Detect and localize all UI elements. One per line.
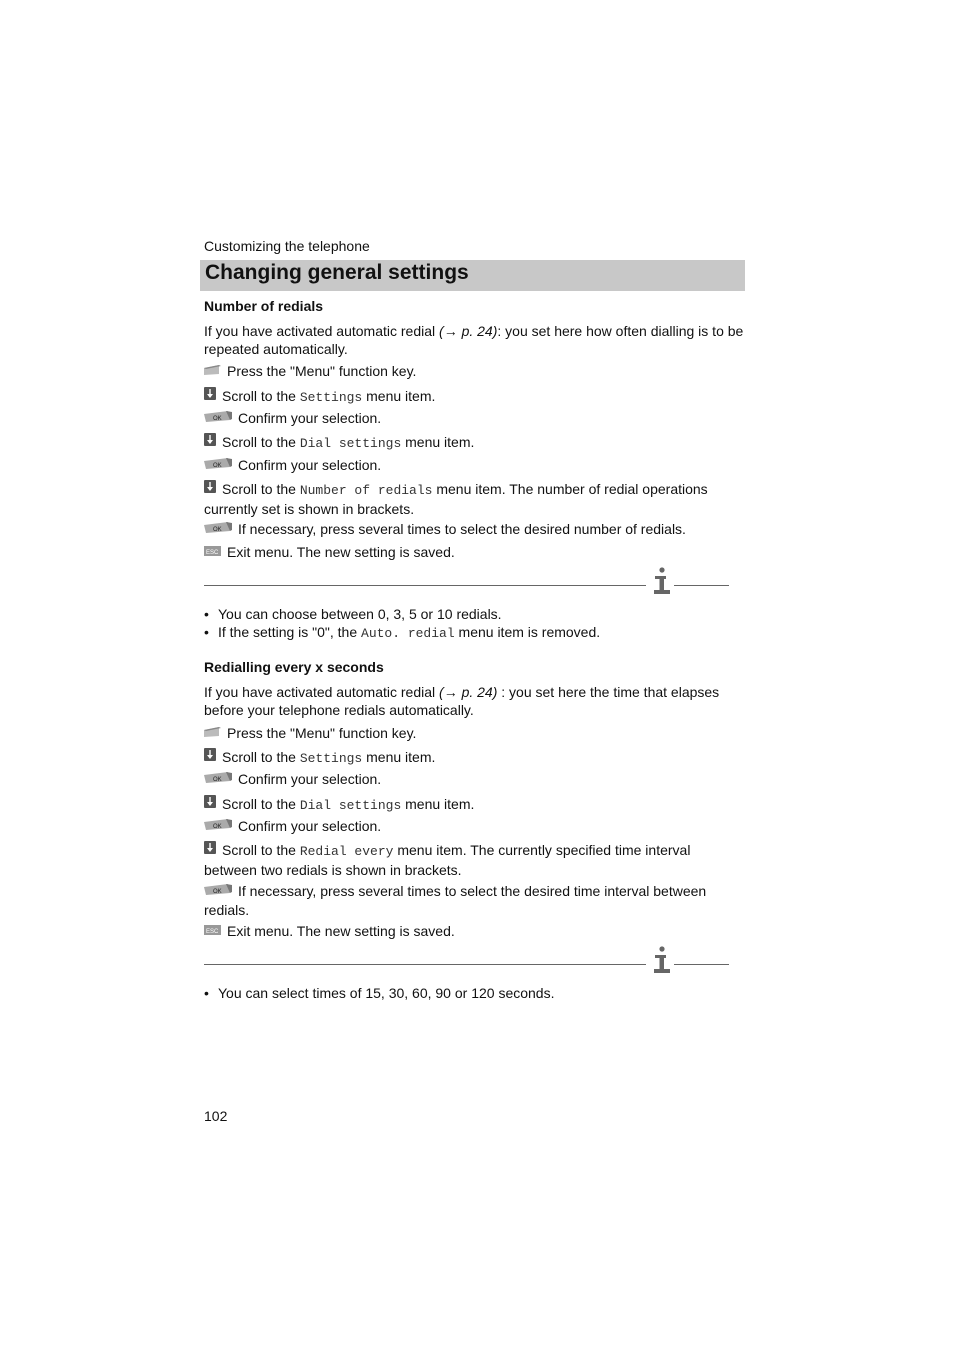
svg-text:OK: OK bbox=[213, 889, 222, 896]
instruction-step bbox=[204, 433, 744, 453]
ok-key-icon bbox=[204, 519, 232, 537]
step-text: Confirm your selection. bbox=[238, 457, 382, 473]
scroll-key-icon bbox=[204, 432, 216, 450]
section-intro bbox=[204, 683, 744, 719]
page-reference: (→ p. 24) bbox=[439, 323, 498, 339]
scroll-key-icon bbox=[204, 479, 216, 497]
step-text: If necessary, press several times to select the desired time interval between redials. bbox=[204, 883, 707, 919]
instruction-step bbox=[204, 362, 744, 381]
step-text: Press the "Menu" function key. bbox=[227, 725, 417, 741]
ok-key-icon bbox=[204, 769, 232, 787]
menu-item-name: Auto. redial bbox=[361, 626, 455, 641]
step-text: menu item. bbox=[362, 749, 436, 765]
menu-item-name: Dial settings bbox=[299, 436, 402, 451]
instruction-step bbox=[204, 520, 744, 539]
section-heading-redialling-every-x-seconds: Redialling every x seconds bbox=[204, 659, 384, 675]
info-separator bbox=[204, 566, 729, 596]
step-text: Confirm your selection. bbox=[238, 410, 382, 426]
svg-text:ESC: ESC bbox=[206, 550, 219, 557]
step-text: Scroll to the bbox=[222, 388, 300, 404]
instruction-step bbox=[204, 748, 744, 768]
note-text: You can choose between 0, 3, 5 or 10 redials. bbox=[218, 606, 502, 622]
step-text: menu item. The number of redial operations currently set is shown in brackets. bbox=[204, 481, 708, 517]
section-intro bbox=[204, 322, 744, 358]
ok-key-icon bbox=[204, 408, 232, 426]
section-label: Customizing the telephone bbox=[204, 238, 370, 254]
step-text: Exit menu. The new setting is saved. bbox=[227, 544, 455, 560]
instruction-step bbox=[204, 387, 744, 407]
svg-text:OK: OK bbox=[213, 824, 222, 831]
svg-text:OK: OK bbox=[213, 777, 222, 784]
svg-text:ESC: ESC bbox=[206, 929, 219, 936]
bullet-icon: • bbox=[204, 985, 209, 1001]
instruction-step bbox=[204, 724, 744, 743]
instruction-step bbox=[204, 480, 744, 518]
instruction-step bbox=[204, 882, 744, 919]
bullet-icon: • bbox=[204, 624, 209, 640]
step-text: menu item. bbox=[362, 388, 436, 404]
ok-key-icon bbox=[204, 816, 232, 834]
scroll-key-icon bbox=[204, 840, 216, 858]
intro-text: : you set here the time that elapses before your telephone redials automatically. bbox=[204, 684, 720, 718]
menu-item-name: Redial every bbox=[299, 844, 394, 859]
menu-item-name: Settings bbox=[299, 751, 363, 766]
title-bar bbox=[200, 260, 745, 291]
instruction-step bbox=[204, 817, 744, 836]
instruction-step bbox=[204, 456, 744, 475]
instruction-step bbox=[204, 770, 744, 789]
page-title: Changing general settings bbox=[205, 261, 469, 284]
step-text: Confirm your selection. bbox=[238, 818, 382, 834]
step-text: Exit menu. The new setting is saved. bbox=[227, 923, 455, 939]
notes-list bbox=[204, 984, 744, 1002]
step-text: menu item. bbox=[401, 434, 475, 450]
note-item bbox=[204, 605, 744, 623]
ok-key-icon bbox=[204, 881, 232, 899]
svg-text:OK: OK bbox=[213, 463, 222, 470]
step-text: If necessary, press several times to select the desired number of redials. bbox=[238, 521, 686, 537]
scroll-key-icon bbox=[204, 747, 216, 765]
esc-key-icon bbox=[204, 921, 221, 939]
svg-text:OK: OK bbox=[213, 527, 222, 534]
step-text: menu item. The currently specified time interval between two redials is shown in brackets. bbox=[204, 842, 691, 878]
note-text: If the setting is "0", the Auto. redial menu item is removed. bbox=[218, 624, 601, 641]
menu-item-name: Settings bbox=[299, 390, 363, 405]
instruction-step bbox=[204, 795, 744, 815]
step-text: Scroll to the bbox=[222, 842, 300, 858]
scroll-key-icon bbox=[204, 386, 216, 404]
intro-text: : you set here how often dialling is to be repeated automatically. bbox=[204, 323, 744, 357]
menu-item-name: Dial settings bbox=[299, 798, 402, 813]
info-icon bbox=[651, 566, 673, 596]
intro-text: If you have activated automatic redial bbox=[204, 684, 440, 700]
step-text: Confirm your selection. bbox=[238, 771, 382, 787]
instruction-step bbox=[204, 543, 744, 562]
step-text: Press the "Menu" function key. bbox=[227, 363, 417, 379]
step-text: menu item. bbox=[401, 796, 475, 812]
step-text: Scroll to the bbox=[222, 796, 300, 812]
svg-text:OK: OK bbox=[213, 416, 222, 423]
instruction-step bbox=[204, 841, 744, 879]
page-number: 102 bbox=[204, 1108, 228, 1124]
intro-text: If you have activated automatic redial bbox=[204, 323, 440, 339]
info-icon bbox=[651, 945, 673, 975]
instruction-step bbox=[204, 409, 744, 428]
step-text: Scroll to the bbox=[222, 434, 300, 450]
step-text: Scroll to the bbox=[222, 481, 300, 497]
step-text: Scroll to the bbox=[222, 749, 300, 765]
instruction-step bbox=[204, 922, 744, 941]
menu-key-icon bbox=[204, 723, 221, 741]
section-heading-number-of-redials: Number of redials bbox=[204, 298, 324, 314]
note-text: You can select times of 15, 30, 60, 90 or 120 seconds. bbox=[218, 985, 555, 1001]
menu-key-icon bbox=[204, 361, 221, 379]
bullet-icon: • bbox=[204, 606, 209, 622]
info-separator bbox=[204, 945, 729, 975]
scroll-key-icon bbox=[204, 794, 216, 812]
ok-key-icon bbox=[204, 455, 232, 473]
note-item bbox=[204, 623, 744, 643]
esc-key-icon bbox=[204, 542, 221, 560]
notes-list bbox=[204, 605, 744, 643]
note-item bbox=[204, 984, 744, 1002]
menu-item-name: Number of redials bbox=[299, 483, 433, 498]
page-reference: (→ p. 24) bbox=[439, 684, 498, 700]
